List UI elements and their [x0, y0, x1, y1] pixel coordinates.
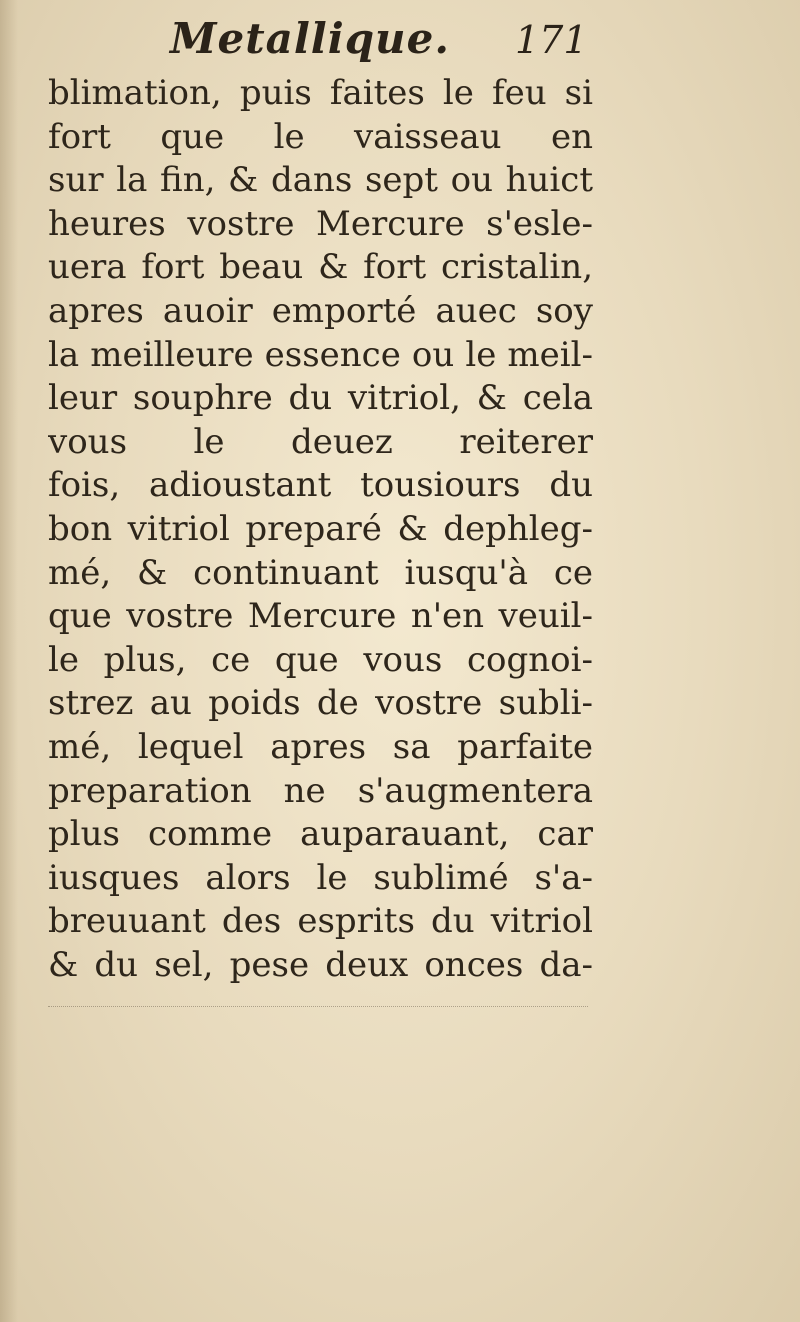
page-number: 171	[515, 18, 588, 62]
text-line: bon vitriol preparé & dephleg-	[48, 508, 593, 549]
text-line: breuuant des esprits du vitriol	[48, 901, 593, 942]
text-line: uera fort beau & fort cristalin,	[48, 247, 593, 288]
text-line: mé, & continuant iusqu'à ce	[48, 552, 593, 593]
text-line: strez au poids de vostre subli-	[48, 683, 593, 724]
text-line: & du sel, pese deux onces da-	[48, 944, 593, 985]
text-line: blimation, puis faites le feu si	[48, 73, 593, 113]
text-line: apres auoir emporté auec soy	[48, 290, 593, 331]
text-line: fort que le vaisseau en	[48, 116, 593, 157]
text-line: vous le deuez reiterer	[48, 421, 593, 462]
text-line: la meilleure essence ou le meil-	[48, 334, 593, 375]
page-gutter-shadow	[0, 0, 18, 1322]
bottom-rule	[48, 1000, 588, 1007]
text-line: iusques alors le sublimé s'a-	[48, 857, 593, 898]
text-line: plus comme auparauant, car	[48, 814, 593, 855]
running-title: Metallique.	[170, 14, 450, 63]
body-text	[48, 72, 593, 987]
text-line: leur souphre du vitriol, & cela	[48, 378, 593, 419]
page-header	[0, 8, 800, 68]
text-line: le plus, ce que vous cognoi-	[48, 639, 593, 680]
text-line: heures vostre Mercure s'esle-	[48, 203, 593, 244]
text-line: sur la fin, & dans sept ou huict	[48, 160, 593, 201]
text-line: preparation ne s'augmentera	[48, 770, 593, 811]
text-line: que vostre Mercure n'en veuil-	[48, 596, 593, 637]
text-line: mé, lequel apres sa parfaite	[48, 726, 593, 767]
text-line: fois, adioustant tousiours du	[48, 465, 593, 506]
